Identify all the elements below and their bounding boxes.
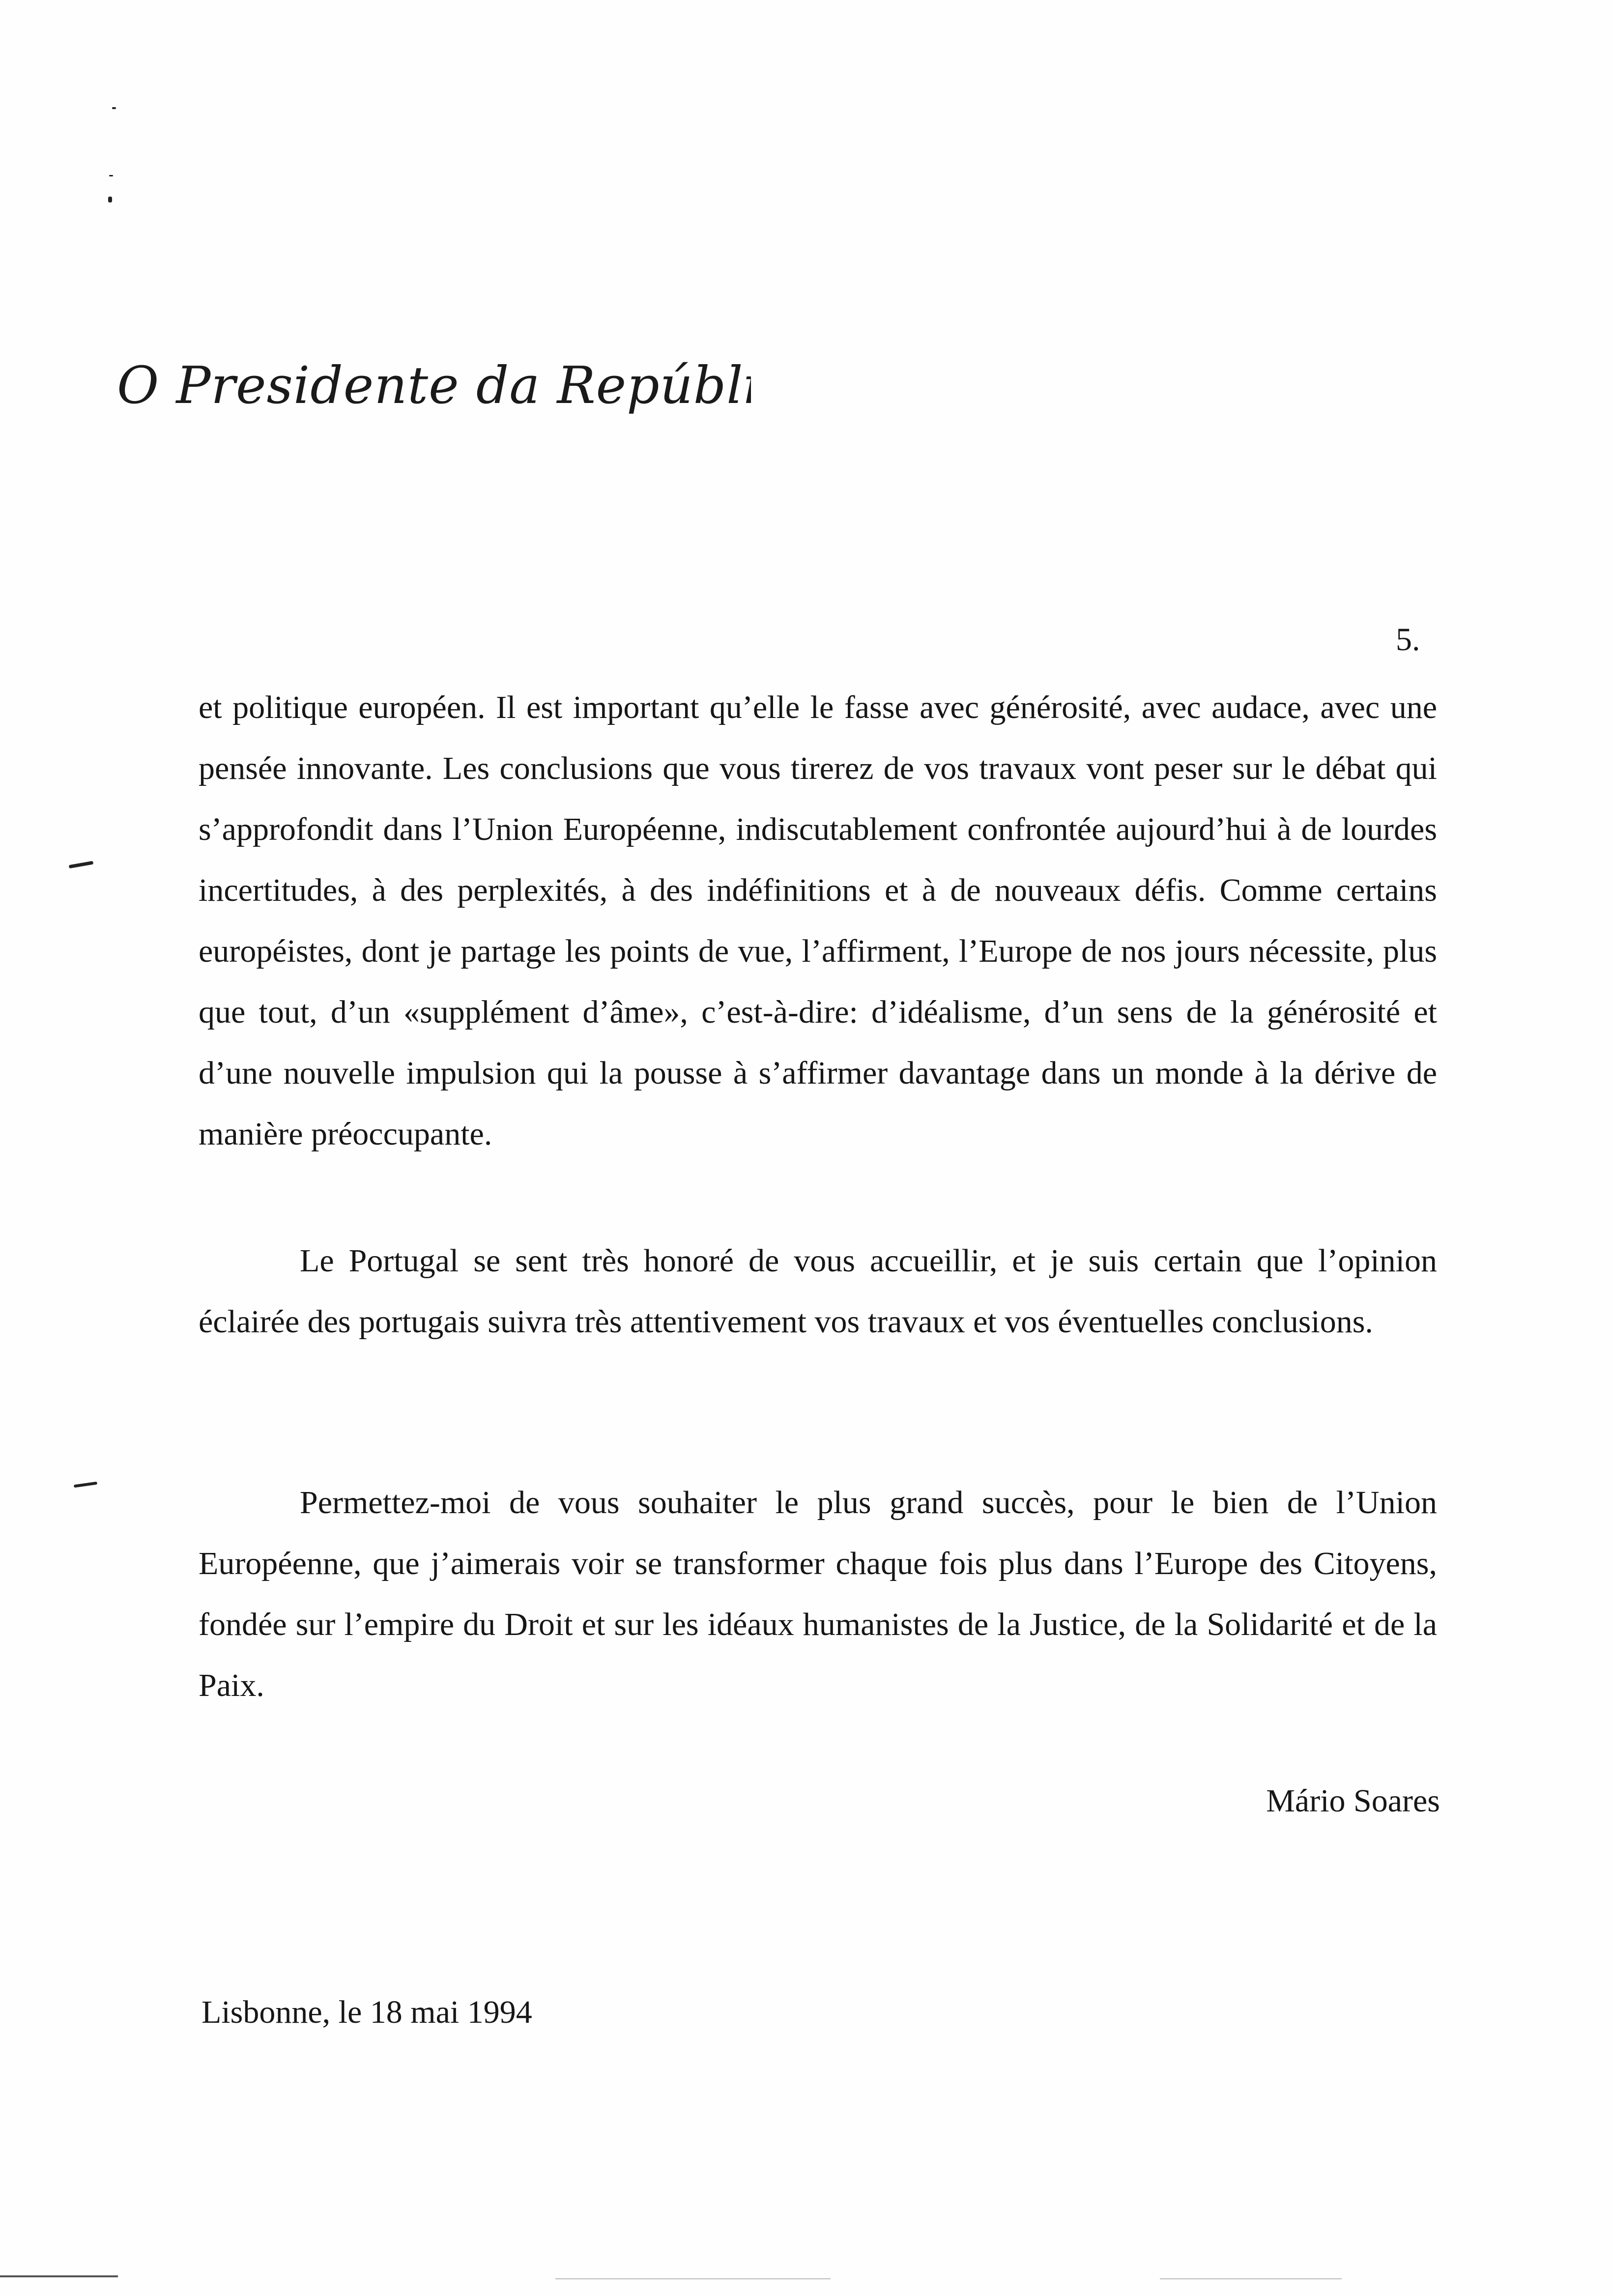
hole-punch-mark [69, 861, 93, 869]
letterhead-script [112, 344, 751, 428]
letterhead [112, 344, 751, 428]
scan-edge-line [0, 2275, 118, 2277]
scan-mark [112, 107, 116, 109]
hole-punch-mark [74, 1482, 97, 1488]
page-number: 5. [1396, 622, 1420, 658]
place-and-date: Lisbonne, le 18 mai 1994 [202, 1994, 532, 2030]
paragraph-3: Permettez-moi de vous souhaiter le plus grand succès, pour le bien de l’Union Européenne, que j’aimerais voir se transformer chaque fois plus dans l’Europe des Citoyens, fondée sur l’empire du Droit et sur les idéaux humanistes de la Justice, de la Solidarité et de la Paix. [199, 1485, 1437, 1703]
paragraph-2: Le Portugal se sent très honoré de vous accueillir, et je suis certain que l’opinion éclairée des portugais suivra très attentivement vos travaux et vos éventuelles conclusions. [199, 1243, 1437, 1340]
scan-mark [108, 197, 112, 202]
scan-edge-line [555, 2278, 831, 2279]
paragraph-1: et politique européen. Il est important qu’elle le fasse avec générosité, avec audace, avec une pensée innovante. Les conclusions que vous tirerez de vos travaux vont peser sur le débat qui s’approfondit dans l’Union Européenne, indiscutablement confrontée aujourd’hui à de lourdes incertitudes, à des perplexités, à des indéfinitions et à de nouveaux défis. Comme certains européistes, dont je partage les points de vue, l’affirment, l’Europe de nos jours nécessite, plus que tout, d’un «supplément d’âme», c’est-à-dire: d’idéalisme, d’un sens de la générosité et d’une nouvelle impulsion qui la pousse à s’affirmer davantage dans un monde à la dérive de manière préoccupante. [199, 689, 1437, 1152]
scan-mark [109, 175, 113, 176]
letterhead-text: O Presidente da República [117, 355, 751, 415]
signature-name: Mário Soares [1266, 1783, 1440, 1819]
scan-edge-line [1160, 2278, 1342, 2279]
